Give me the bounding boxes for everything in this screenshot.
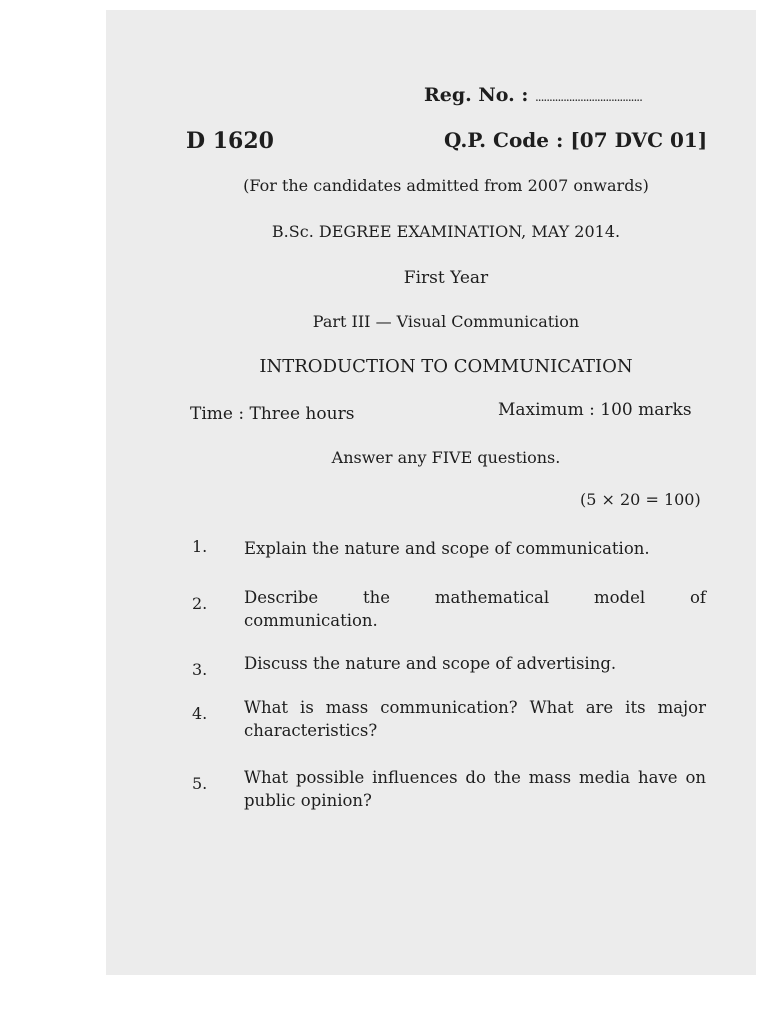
question-number: 5. (192, 774, 208, 793)
degree-title: B.Sc. DEGREE EXAMINATION, MAY 2014. (271, 222, 621, 241)
question-text: What is mass communication? What are its major characteristics? (244, 698, 706, 740)
year-label: First Year (403, 268, 489, 288)
question-text (244, 586, 706, 632)
question-text: Explain the nature and scope of communication. (244, 539, 650, 558)
question-text: What possible influences do the mass media have on public opinion? (244, 768, 706, 810)
exam-paper (106, 10, 756, 975)
instruction: Answer any FIVE questions. (331, 448, 561, 467)
question-number: 1. (192, 537, 208, 556)
question-number: 4. (192, 704, 208, 723)
paper-code: D 1620 (186, 128, 274, 154)
question-number: 2. (192, 594, 208, 613)
maximum-marks: Maximum : 100 marks (498, 400, 692, 420)
eligibility-note: (For the candidates admitted from 2007 onwards) (243, 176, 649, 195)
reg-dots: ...................................... (534, 90, 642, 104)
question-line: Describe the mathematical model of (244, 588, 706, 607)
question-text: Discuss the nature and scope of advertising. (244, 654, 617, 673)
question-number: 3. (192, 660, 208, 679)
subject-title: INTRODUCTION TO COMMUNICATION (259, 356, 633, 377)
reg-number-field (424, 84, 642, 106)
qp-code: Q.P. Code : [07 DVC 01] (444, 128, 708, 152)
time-allowed: Time : Three hours (190, 404, 355, 424)
question-line: communication. (244, 611, 378, 630)
reg-label: Reg. No. : (424, 84, 529, 106)
part-label: Part III — Visual Communication (312, 312, 580, 331)
marks-formula: (5 × 20 = 100) (580, 490, 701, 509)
